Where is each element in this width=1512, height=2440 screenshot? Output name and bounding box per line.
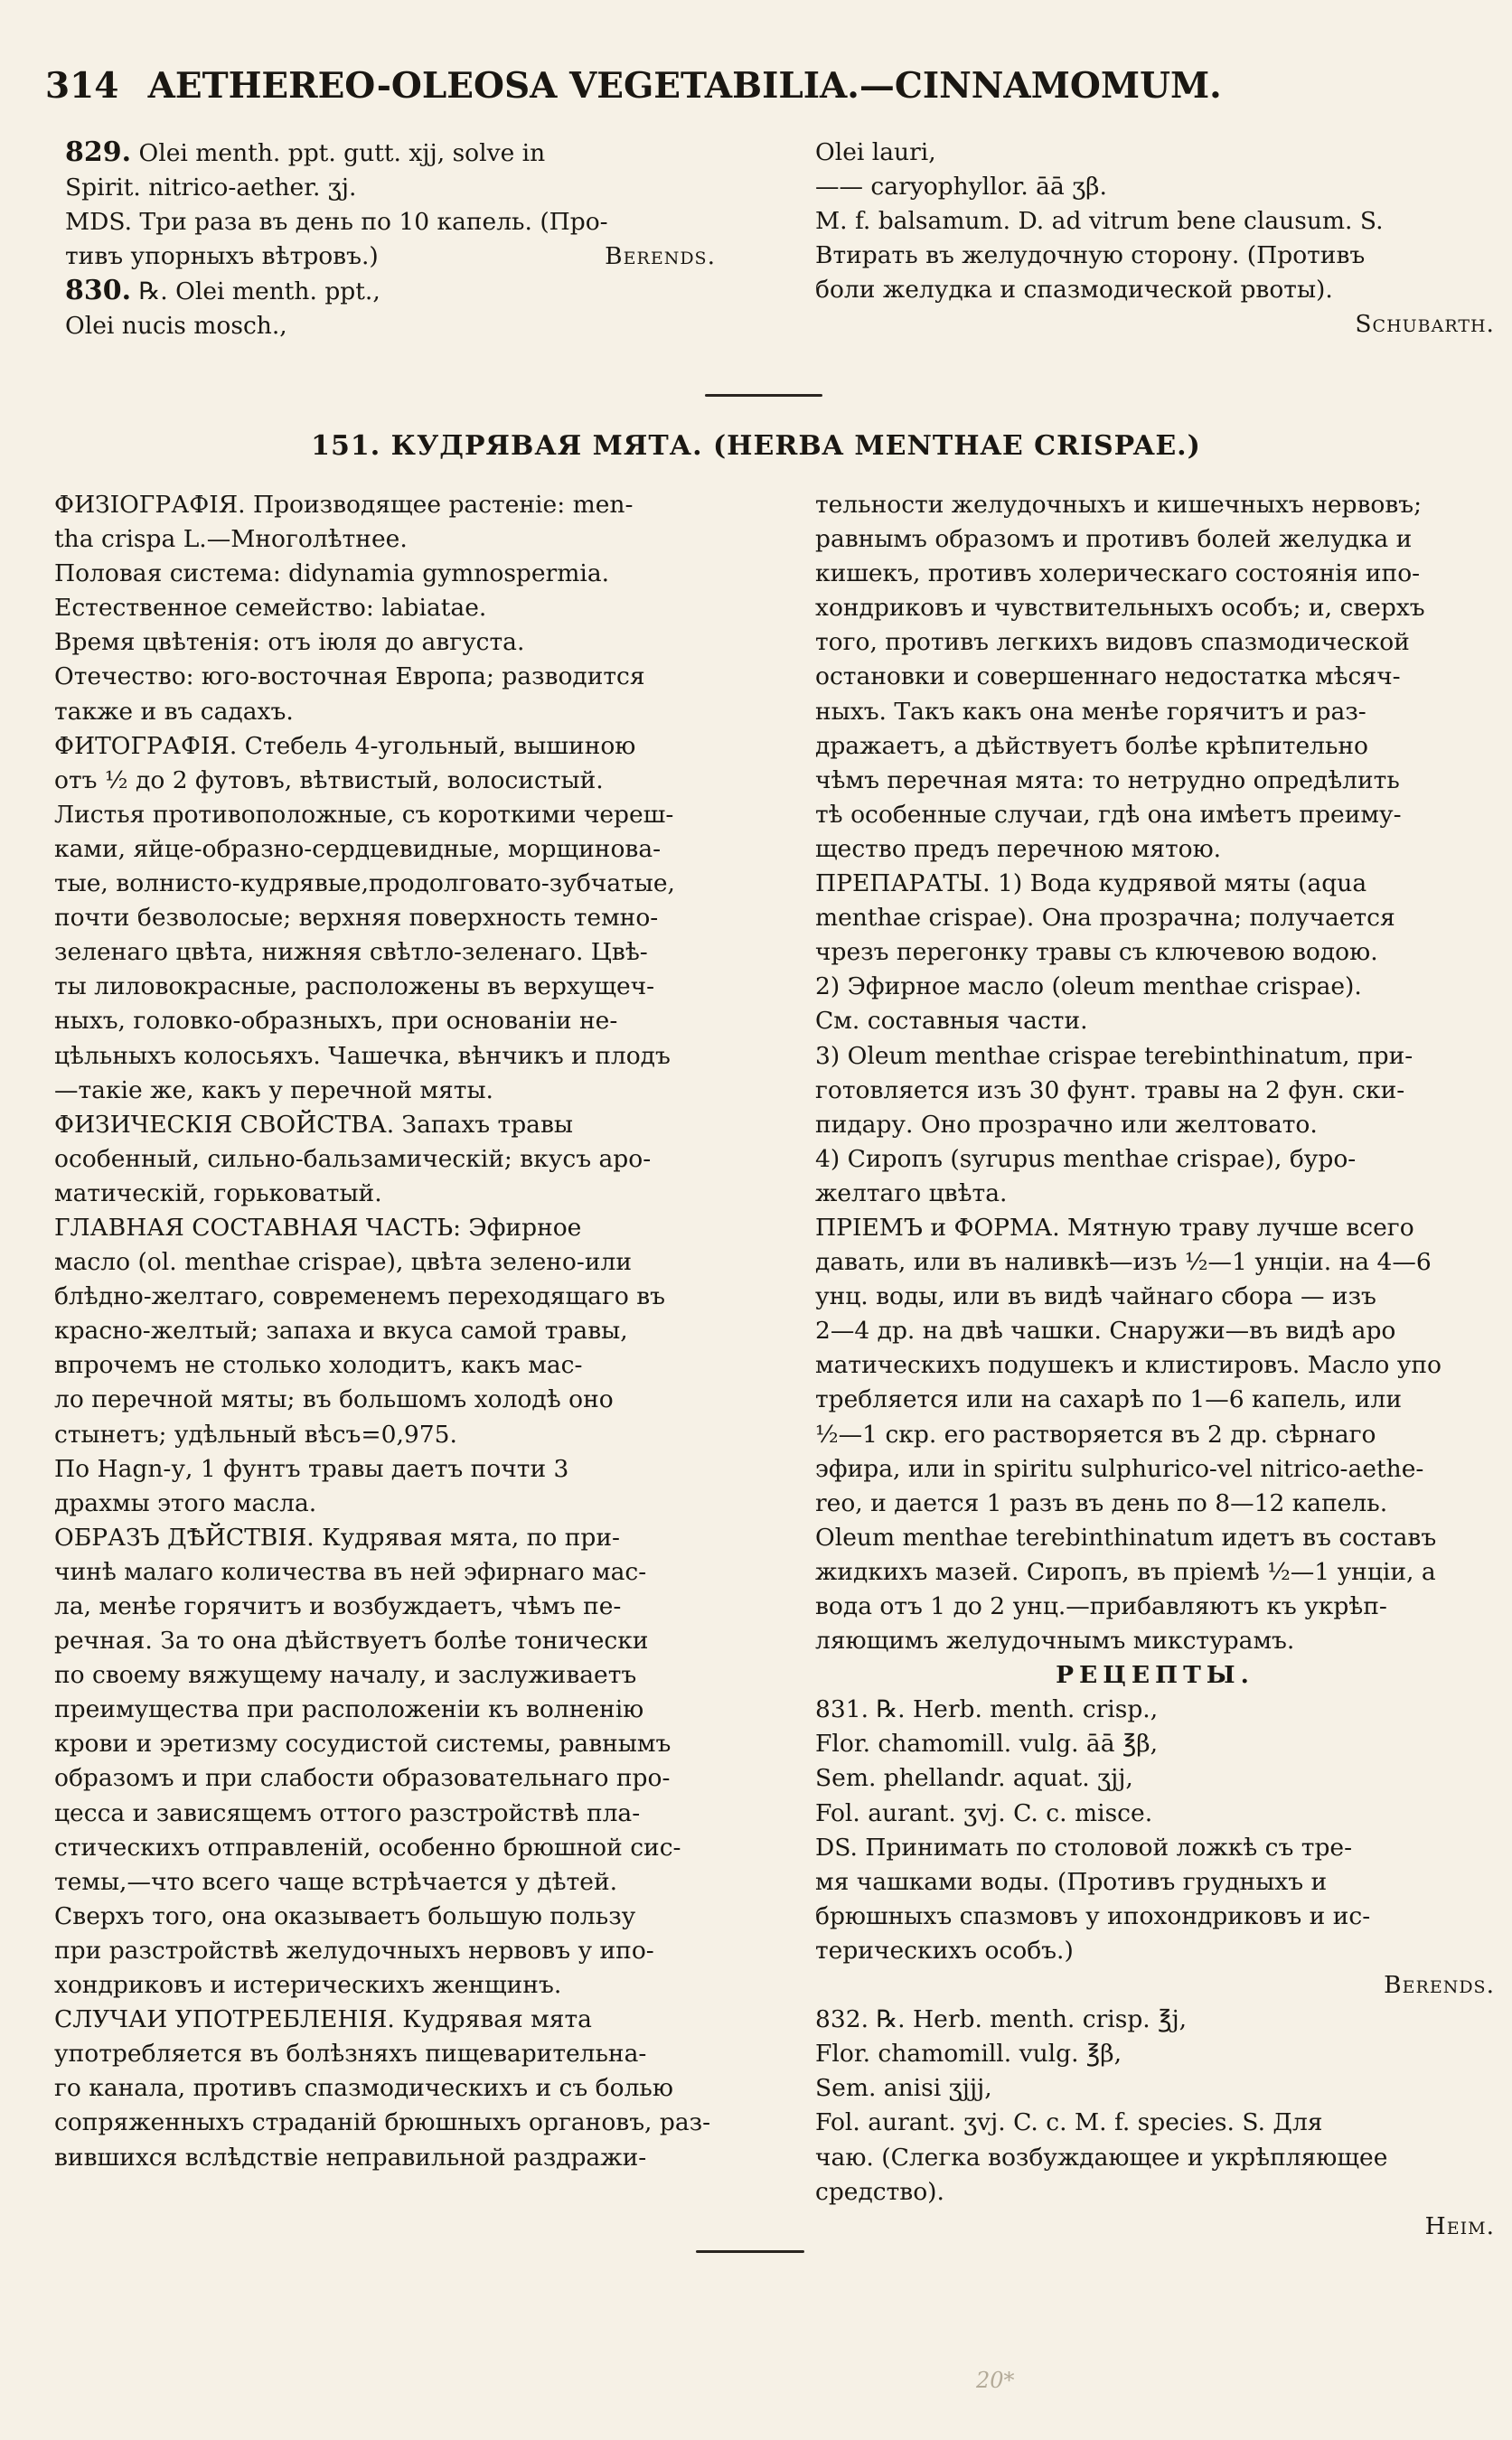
- text-line: отъ ½ до 2 футовъ, вѣтвистый, волосистый.: [54, 765, 604, 794]
- text-line: пидару. Оно прозрачно или желтовато.: [815, 1110, 1318, 1139]
- text-line: жидкихъ мазей. Сиропъ, въ пріемѣ ½—1 унціи, а: [815, 1557, 1436, 1586]
- recipe-line: Flor. chamomill. vulg. āā ℥β,: [815, 1730, 1159, 1759]
- text-line: 4) Сиропъ (syrupus menthae crispae), буро-: [815, 1144, 1357, 1173]
- recipe-line: 831. ℞. Herb. menth. crisp.,: [815, 1695, 1159, 1724]
- text-line: ФИЗІОГРАФІЯ. Производящее растеніе: men-: [54, 491, 634, 519]
- text-line: ОБРАЗЪ ДѢЙСТВІЯ. Кудрявая мята, по при-: [54, 1523, 620, 1552]
- text-line: при разстройствѣ желудочныхъ нервовъ у ипо-: [54, 1936, 654, 1965]
- text-line: употребляется въ болѣзняхъ пищеварительна-: [54, 2040, 647, 2069]
- top-left-recipes: [65, 136, 716, 344]
- recipe-line: Flor. chamomill. vulg. ℥β,: [815, 2040, 1122, 2069]
- text-line: ками, яйце-образно-сердцевидные, морщинова-: [54, 834, 662, 863]
- text-line: tha crispa L.—Многолѣтнее.: [54, 525, 408, 554]
- text-line: ныхъ, головко-образныхъ, при основаніи не-: [54, 1007, 618, 1036]
- text-line: хондриковъ и истерическихъ женщинъ.: [54, 1971, 562, 2000]
- author-signature: Heim.: [1424, 2211, 1495, 2240]
- text-line: ½—1 скр. его растворяется въ 2 др. сѣрнаго: [815, 1420, 1376, 1449]
- text-line: 2) Эфирное масло (oleum menthae crispae).: [815, 972, 1362, 1001]
- text-line: вода отъ 1 до 2 унц.—прибавляютъ къ укрѣп-: [815, 1592, 1387, 1620]
- text-line: По Hagn-у, 1 фунтъ травы даетъ почти 3: [54, 1454, 569, 1483]
- recipe-line: тивъ упорныхъ вѣтровъ.): [65, 242, 379, 271]
- text-line: чѣмъ перечная мята: то нетрудно опредѣлить: [815, 765, 1400, 794]
- text-line: темы,—что всего чаще встрѣчается у дѣтей.: [54, 1867, 618, 1896]
- recipe-line: Fol. aurant. ʒvj. C. c. misce.: [815, 1798, 1153, 1827]
- recipe-832: [815, 2003, 1495, 2210]
- text-line: 3) Oleum menthae crispae terebinthinatum, при-: [815, 1041, 1413, 1070]
- recipe-line: средство).: [815, 2177, 944, 2206]
- text-line: речная. За то она дѣйствуетъ болѣе тонически: [54, 1627, 649, 1656]
- text-line: хондриковъ и чувствительныхъ особъ; и, сверхъ: [815, 594, 1425, 623]
- text-line: щество предъ перечною мятою.: [815, 834, 1222, 863]
- text-line: reo, и дается 1 разъ въ день по 8—12 капель.: [815, 1488, 1388, 1517]
- recipe-line: Spirit. nitrico-aether. ʒj.: [65, 174, 357, 202]
- text-line: унц. воды, или въ видѣ чайнаго сбора — изъ: [815, 1282, 1376, 1311]
- recipes-heading: РЕЦЕПТЫ.: [1056, 1661, 1254, 1690]
- text-line: блѣдно-желтаго, современемъ переходящаго въ: [54, 1282, 665, 1311]
- text-line: ты лиловокрасные, расположены въ верхущеч-: [54, 972, 655, 1001]
- text-line: дражаетъ, а дѣйствуетъ болѣе крѣпительно: [815, 731, 1369, 760]
- right-column: [815, 488, 1495, 2244]
- recipe-line: Olei menth. ppt. gutt. xjj, solve in: [138, 139, 546, 167]
- recipe-line: Sem. anisi ʒjjj,: [815, 2074, 992, 2103]
- recipe-line: Sem. phellandr. aquat. ʒjj,: [815, 1764, 1133, 1793]
- text-line: Листья противоположные, съ короткими череш-: [54, 800, 674, 829]
- recipe-line: ℞. Olei menth. ppt.,: [138, 277, 380, 306]
- text-line: ло перечной мяты; въ большомъ холодѣ оно: [54, 1385, 614, 1414]
- text-line: почти безволосые; верхняя поверхность темно-: [54, 904, 659, 933]
- divider-rule: [696, 2250, 804, 2253]
- text-line: цѣльныхъ колосьяхъ. Чашечка, вѣнчикъ и плодъ: [54, 1041, 671, 1070]
- text-line: преимущества при расположеніи къ волненію: [54, 1695, 644, 1724]
- text-line: 2—4 др. на двѣ чашки. Снаружи—въ видѣ аро: [815, 1317, 1396, 1346]
- text-line: —такіе же, какъ у перечной мяты.: [54, 1075, 493, 1104]
- top-right-recipes: [815, 136, 1495, 343]
- text-line: СЛУЧАИ УПОТРЕБЛЕНІЯ. Кудрявая мята: [54, 2005, 592, 2034]
- text-line: остановки и совершеннаго недостатка мѣсяч-: [815, 662, 1401, 691]
- text-line: масло (ol. menthae crispae), цвѣта зелено-или: [54, 1248, 633, 1277]
- text-line: ФИТОГРАФІЯ. Стебель 4-угольный, вышиною: [54, 731, 636, 760]
- recipe-line: Fol. aurant. ʒvj. C. c. M. f. species. S. Для: [815, 2108, 1323, 2137]
- text-line: давать, или въ наливкѣ—изъ ½—1 унціи. на 4—6: [815, 1248, 1432, 1277]
- text-line: ныхъ. Такъ какъ она менѣе горячитъ и раз-: [815, 697, 1366, 726]
- recipe-831: [815, 1693, 1495, 1968]
- text-line: чинѣ малаго количества въ ней эфирнаго мас-: [54, 1557, 647, 1586]
- recipe-line: 832. ℞. Herb. menth. crisp. ℥j,: [815, 2005, 1188, 2034]
- text-line: равнымъ образомъ и противъ болей желудка и: [815, 525, 1413, 554]
- text-line: образомъ и при слабости образовательнаго про-: [54, 1764, 671, 1793]
- text-line: зеленаго цвѣта, нижняя свѣтло-зеленаго. Цвѣ-: [54, 938, 648, 967]
- recipe-line: —— caryophyllor. āā ʒβ.: [815, 173, 1107, 202]
- signature-mark: 20*: [976, 2368, 1015, 2393]
- left-column: [54, 488, 770, 2175]
- running-title: AETHEREO-OLEOSA VEGETABILIA.—CINNAMOMUM.: [147, 65, 1222, 107]
- text-line: См. составныя части.: [815, 1007, 1088, 1036]
- text-line: впрочемъ не столько холодитъ, какъ мас-: [54, 1351, 583, 1380]
- text-line: особенный, сильно-бальзамическій; вкусъ аро-: [54, 1144, 652, 1173]
- recipe-line: MDS. Три раза въ день по 10 капель. (Про-: [65, 208, 608, 237]
- text-line: стынетъ; удѣльный вѣсъ=0,975.: [54, 1420, 457, 1449]
- recipe-line: боли желудка и спазмодической рвоты).: [815, 276, 1333, 305]
- author-signature: Berends.: [1384, 1971, 1495, 2000]
- recipe-line: мя чашками воды. (Противъ грудныхъ и: [815, 1867, 1328, 1896]
- text-line: ГЛАВНАЯ СОСТАВНАЯ ЧАСТЬ: Эфирное: [54, 1213, 582, 1242]
- text-line: Отечество: юго-восточная Европа; разводится: [54, 662, 645, 691]
- text-line: крови и эретизму сосудистой системы, равнымъ: [54, 1730, 671, 1759]
- text-line: тельности желудочныхъ и кишечныхъ нервовъ;: [815, 491, 1423, 519]
- text-line: menthae crispae). Она прозрачна; получается: [815, 904, 1395, 933]
- text-line: ПРІЕМЪ и ФОРМА. Мятную траву лучше всего: [815, 1213, 1414, 1242]
- text-line: сопряженныхъ страданій брюшныхъ органовъ, раз-: [54, 2108, 711, 2137]
- running-header: [45, 65, 1329, 107]
- text-line: стическихъ отправленій, особенно брюшной сис-: [54, 1833, 681, 1862]
- author-signature: Schubarth.: [1355, 310, 1495, 339]
- text-line: Естественное семейство: labiatae.: [54, 594, 487, 623]
- text-line: ПРЕПАРАТЫ. 1) Вода кудрявой мяты (aqua: [815, 869, 1367, 898]
- text-line: матическихъ подушекъ и клистировъ. Масло упо: [815, 1351, 1442, 1380]
- text-line: ла, менѣе горячитъ и возбуждаетъ, чѣмъ пе-: [54, 1592, 622, 1620]
- text-line: Время цвѣтенія: отъ іюля до августа.: [54, 628, 525, 657]
- recipe-number: 830.: [65, 275, 132, 307]
- text-line: эфира, или in spiritu sulphurico-vel nitrico-aethe-: [815, 1454, 1424, 1483]
- text-line: го канала, противъ спазмодическихъ и съ болью: [54, 2074, 673, 2103]
- text-line: матическій, горьковатый.: [54, 1178, 382, 1207]
- text-line: вившихся вслѣдствіе неправильной раздражи-: [54, 2143, 647, 2172]
- text-line: Сверхъ того, она оказываетъ большую пользу: [54, 1901, 636, 1930]
- text-line: Половая система: didynamia gymnospermia.: [54, 559, 610, 588]
- text-line: ФИЗИЧЕСКІЯ СВОЙСТВА. Запахъ травы: [54, 1110, 573, 1139]
- right-body: [815, 488, 1495, 1658]
- text-line: кишекъ, противъ холерическаго состоянія ипо-: [815, 559, 1421, 588]
- text-line: требляется или на сахарѣ по 1—6 капель, или: [815, 1385, 1403, 1414]
- recipe-line: M. f. balsamum. D. ad vitrum bene clausum. S.: [815, 207, 1384, 236]
- recipe-line: брюшныхъ спазмовъ у ипохондриковъ и ис-: [815, 1901, 1371, 1930]
- section-title: 151. КУДРЯВАЯ МЯТА. (HERBA MENTHAE CRISPAE.): [311, 430, 1201, 462]
- text-line: готовляется изъ 30 фунт. травы на 2 фун. ски-: [815, 1075, 1405, 1104]
- text-line: красно-желтый; запаха и вкуса самой травы,: [54, 1317, 628, 1346]
- text-line: тые, волнисто-кудрявые,продолговато-зубчатые,: [54, 869, 675, 898]
- recipe-number: 829.: [65, 136, 132, 168]
- recipe-line: чаю. (Слегка возбуждающее и укрѣпляющее: [815, 2143, 1388, 2172]
- divider-rule: [705, 394, 822, 397]
- text-line: по своему вяжущему началу, и заслуживаетъ: [54, 1661, 637, 1690]
- recipe-line: Olei lauri,: [815, 138, 936, 166]
- recipe-line: терическихъ особъ.): [815, 1936, 1074, 1965]
- text-line: того, противъ легкихъ видовъ спазмодической: [815, 628, 1410, 657]
- text-line: также и въ садахъ.: [54, 697, 294, 726]
- page-number: 314: [45, 65, 119, 107]
- text-line: драхмы этого масла.: [54, 1488, 317, 1517]
- recipe-line: Втирать въ желудочную сторону. (Противъ: [815, 241, 1366, 270]
- text-line: тѣ особенные случаи, гдѣ она имѣетъ преиму-: [815, 800, 1402, 829]
- text-line: желтаго цвѣта.: [815, 1178, 1008, 1207]
- text-line: Oleum menthae terebinthinatum идетъ въ составъ: [815, 1523, 1437, 1552]
- text-line: цесса и зависящемъ оттого разстройствѣ пла-: [54, 1798, 641, 1827]
- text-line: ляющимъ желудочнымъ микстурамъ.: [815, 1627, 1295, 1656]
- recipe-line: Olei nucis mosch.,: [65, 312, 287, 341]
- recipe-line: DS. Принимать по столовой ложкѣ съ тре-: [815, 1833, 1353, 1862]
- text-line: чрезъ перегонку травы съ ключевою водою.: [815, 938, 1378, 967]
- author-signature: Berends.: [605, 242, 716, 271]
